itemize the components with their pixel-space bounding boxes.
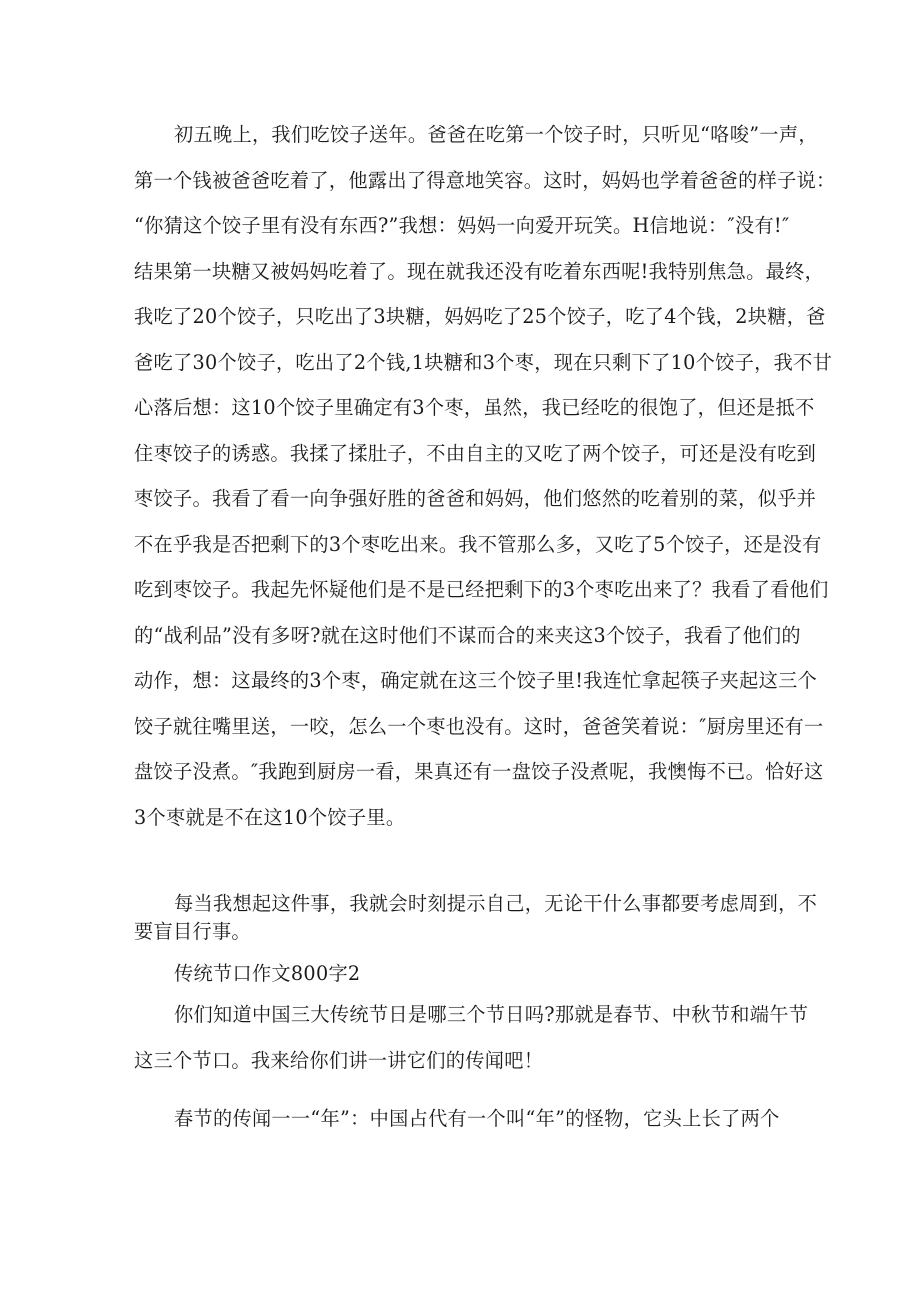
text-line: 每当我想起这件事，我就会时刻提示自己，无论干什么事都要考虑周到，不 — [174, 892, 818, 915]
text-line: 我吃了20个饺子，只吃出了3块糖，妈妈吃了25个饺子，吃了4个钱，2块糖，爸 — [134, 305, 826, 328]
paragraph-2 — [134, 890, 818, 946]
text-line: 住枣饺子的诱惑。我揉了揉肚子，不由自主的又吃了两个饺子，可还是没有吃到 — [134, 441, 817, 465]
section-heading — [134, 957, 790, 991]
text-line: “你猜这个饺子里有没有东西?”我想：妈妈一向爱开玩笑。H信地说：″没有!″ — [134, 214, 790, 237]
paragraph-4 — [134, 992, 809, 1083]
text-line: 第一个钱被爸爸吃着了，他露出了得意地笑容。这时，妈妈也学着爸爸的样子说： — [134, 168, 836, 192]
heading-line: 传统节口作文800字2 — [174, 962, 361, 985]
paragraph-5 — [134, 1102, 790, 1136]
paragraph-1 — [134, 112, 836, 840]
text-line: 要盲目行事。 — [134, 920, 251, 943]
text-line: 枣饺子。我看了看一向争强好胜的爸爸和妈妈，他们悠然的吃着别的菜，似乎并 — [134, 487, 817, 510]
text-line: 结果第一块糖又被妈妈吃着了。现在就我还没有吃着东西呢!我特别焦急。最终， — [134, 259, 825, 283]
text-line: 的“战利品”没有多呀?就在这时他们不谋而合的来夹这3个饺子，我看了他们的 — [134, 623, 801, 647]
text-line: 初五晚上，我们吃饺子送年。爸爸在吃第一个饺子时，只听见“咯唆”一声， — [174, 123, 818, 146]
text-line: 心落后想：这10个饺子里确定有3个枣，虽然，我已经吃的很饱了，但还是抵不 — [134, 396, 815, 419]
text-line: 盘饺子没煮。″我跑到厨房一看，果真还有一盘饺子没煮呢，我懊悔不已。恰好这 — [134, 760, 824, 783]
text-line: 3个枣就是不在这10个饺子里。 — [134, 805, 406, 829]
text-line: 饺子就往嘴里送，一咬，怎么一个枣也没有。这时，爸爸笑着说：″厨房里还有一 — [134, 714, 824, 738]
text-line: 不在乎我是否把剩下的3个枣吃出来。我不管那么多，又吃了5个饺子，还是没有 — [134, 532, 822, 556]
text-line: 这三个节口。我来给你们讲一讲它们的传闻吧！ — [134, 1048, 544, 1072]
text-line: 爸吃了30个饺子，吃出了2个钱,1块糖和3个枣，现在只剩下了10个饺子，我不甘 — [134, 350, 833, 374]
text-line: 吃到枣饺子。我起先怀疑他们是不是已经把剩下的3个枣吃出来了？我看了看他们 — [134, 578, 829, 601]
text-line: 春节的传闻一一“年”：中国占代有一个叫“年”的怪物，它头上长了两个 — [174, 1107, 780, 1130]
text-line: 你们知道中国三大传统节日是哪三个节日吗?那就是春节、中秋节和端午节 — [174, 1003, 809, 1026]
text-line: 动作，想：这最终的3个枣，确定就在这三个饺子里!我连忙拿起筷子夹起这三个 — [134, 669, 818, 692]
